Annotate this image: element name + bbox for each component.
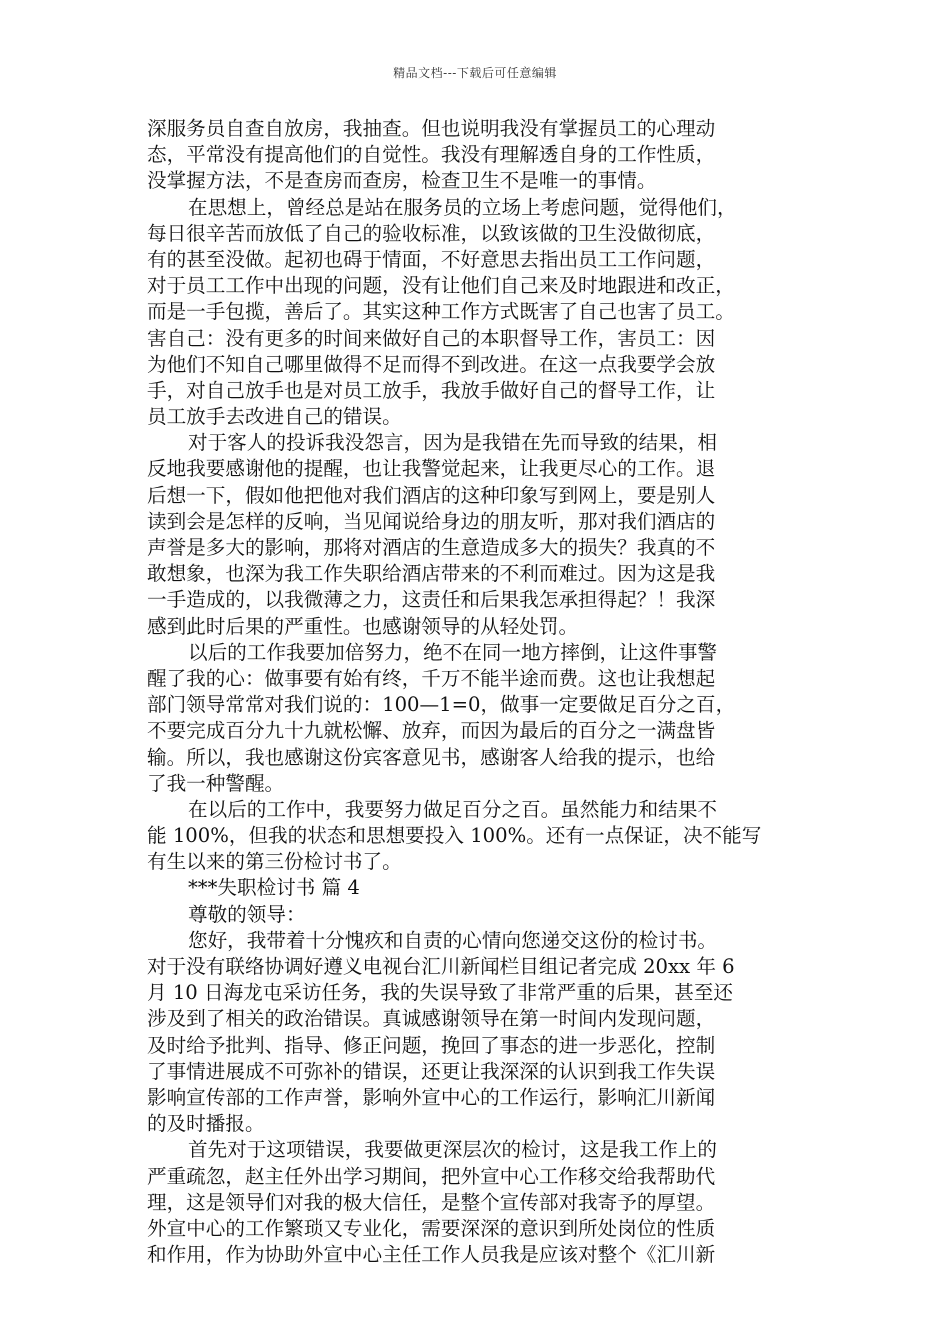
text-line: 深服务员自查自放房，我抽查。但也说明我没有掌握员工的心理动 [147,117,716,140]
text-line: 在思想上，曾经总是站在服务员的立场上考虑问题，觉得他们， [188,195,737,219]
text-line: 您好，我带着十分愧疚和自责的心情向您递交这份的检讨书。 [188,928,718,952]
text-line: 了事情进展成不可弥补的错误，还更让我深深的认识到我工作失误 [147,1059,716,1083]
text-line: 严重疏忽，赵主任外出学习期间，把外宣中心工作移交给我帮助代 [147,1164,716,1188]
text-line: 为他们不知自己哪里做得不足而得不到改进。在这一点我要学会放 [147,352,716,376]
text-line: 及时给予批判、指导、修正问题，挽回了事态的进一步恶化，控制 [147,1033,716,1057]
text-line: 没掌握方法，不是查房而查房，检查卫生不是唯一的事情。 [147,169,657,193]
text-line: 手，对自己放手也是对员工放手，我放手做好自己的督导工作，让 [147,378,716,402]
text-line: 涉及到了相关的政治错误。真诚感谢领导在第一时间内发现问题， [147,1007,716,1031]
document-body [147,116,819,1268]
text-line: 一手造成的，以我微薄之力，这责任和后果我怎承担得起？！我深 [147,588,716,612]
page-header: 精品文档---下载后可任意编辑 [393,66,557,80]
text-line: 的及时播报。 [147,1112,265,1136]
text-line: 害自己：没有更多的时间来做好自己的本职督导工作，害员工：因 [147,326,716,350]
text-line: 不要完成百分九十九就松懈、放弃，而因为最后的百分之一满盘皆 [147,719,716,743]
text-line: 影响宣传部的工作声誉，影响外宣中心的工作运行，影响汇川新闻 [147,1085,716,1109]
text-line: 敢想象，也深为我工作失职给酒店带来的不利而难过。因为这是我 [147,562,716,586]
text-line: 理，这是领导们对我的极大信任，是整个宣传部对我寄予的厚望。 [147,1190,716,1214]
text-line: 而是一手包揽，善后了。其实这种工作方式既害了自己也害了员工。 [147,300,735,324]
text-line: 输。所以，我也感谢这份宾客意见书，感谢客人给我的提示，也给 [147,745,716,769]
text-line: ***失职检讨书 篇 4 [188,876,360,900]
text-line: 读到会是怎样的反响，当见闻说给身边的朋友听，那对我们酒店的 [147,509,716,533]
text-line: 以后的工作我要加倍努力，绝不在同一地方摔倒，让这件事警 [188,640,718,664]
text-line: 对于员工工作中出现的问题，没有让他们自己来及时地跟进和改正， [147,274,735,298]
text-line: 和作用，作为协助外宣中心主任工作人员我是应该对整个《汇川新 [147,1243,716,1267]
text-line: 感到此时后果的严重性。也感谢领导的从轻处罚。 [147,614,579,638]
text-line: 月 10 日海龙屯采访任务，我的失误导致了非常严重的后果，甚至还 [147,981,734,1005]
text-line: 态，平常没有提高他们的自觉性。我没有理解透自身的工作性质， [147,143,716,167]
text-line: 反地我要感谢他的提醒，也让我警觉起来，让我更尽心的工作。退 [147,457,716,481]
text-line: 了我一种警醒。 [147,771,285,795]
text-line: 对于没有联络协调好遵义电视台汇川新闻栏目组记者完成 20xx 年 6 [147,955,735,978]
text-line: 对于客人的投诉我没怨言，因为是我错在先而导致的结果，相 [188,431,718,455]
text-line: 尊敬的领导： [188,902,306,926]
text-line: 能 100%，但我的状态和思想要投入 100%。还有一点保证，决不能写 [147,824,762,848]
text-line: 声誉是多大的影响，那将对酒店的生意造成多大的损失？我真的不 [147,536,716,559]
text-line: 每日很辛苦而放低了自己的验收标准，以致该做的卫生没做彻底， [147,221,716,245]
text-line: 部门领导常常对我们说的：100—1=0，做事一定要做足百分之百， [147,693,736,717]
text-line: 后想一下，假如他把他对我们酒店的这种印象写到网上，要是别人 [147,483,716,507]
text-line: 醒了我的心：做事要有始有终，千万不能半途而费。这也让我想起 [147,666,716,690]
text-line: 员工放手去改进自己的错误。 [147,405,402,429]
text-line: 外宣中心的工作繁琐又专业化，需要深深的意识到所处岗位的性质 [147,1216,716,1240]
text-line: 首先对于这项错误，我要做更深层次的检讨，这是我工作上的 [188,1138,718,1162]
text-line: 有生以来的第三份检讨书了。 [147,850,402,874]
text-line: 在以后的工作中，我要努力做足百分之百。虽然能力和结果不 [188,797,718,821]
text-line: 有的甚至没做。起初也碍于情面，不好意思去指出员工工作问题， [147,247,716,271]
